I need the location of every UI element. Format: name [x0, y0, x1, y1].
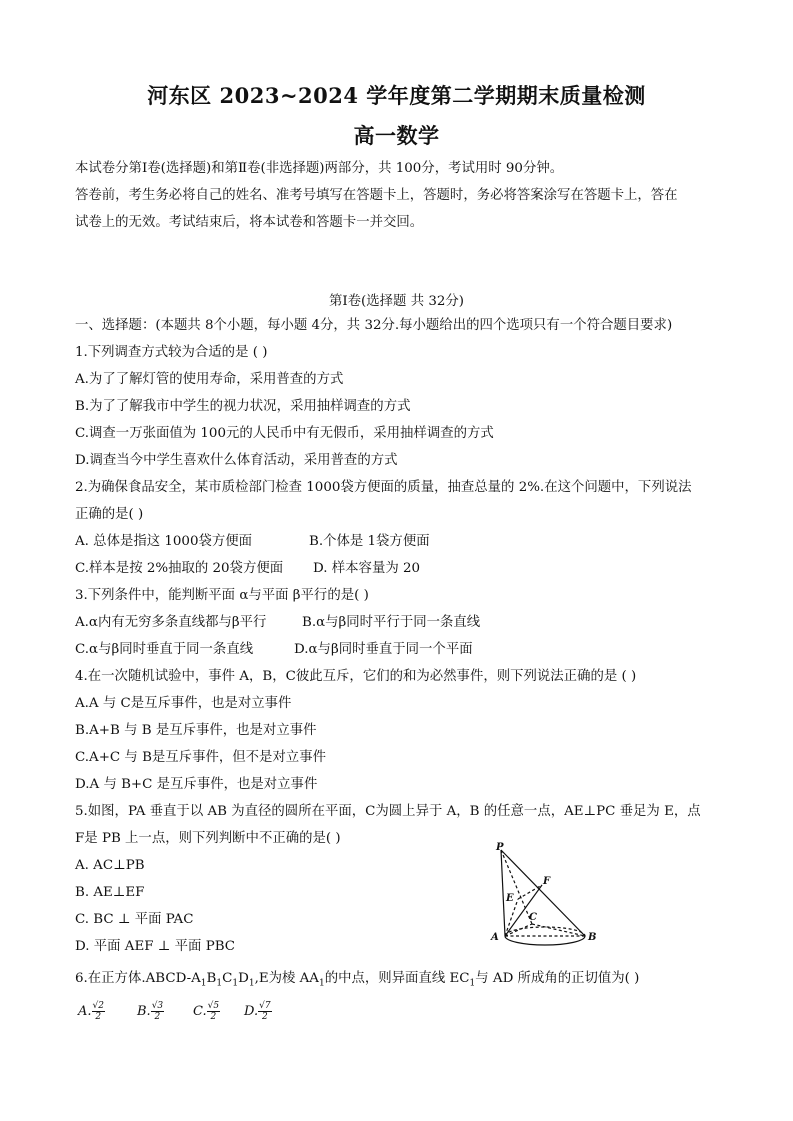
q3-stem: 3.下列条件中，能判断平面 α与平面 β平行的是( ) — [75, 588, 369, 603]
segment-pc — [501, 850, 532, 924]
q3-option-c: C.α与β同时垂直于同一条直线 — [75, 642, 254, 657]
q3-option-a: A.α内有无穷多条直线都与β平行 — [75, 615, 267, 630]
section-heading: 第Ⅰ卷(选择题 共 32分) — [328, 294, 465, 309]
q5-stem-2: F是 PB 上一点，则下列判断中不正确的是( ) — [75, 831, 341, 846]
label-c: C — [529, 912, 537, 923]
label-b: B — [588, 932, 597, 943]
subject-title: 高一数学 — [353, 123, 440, 148]
q6-stem: 6.在正方体$.ABCD-A_1B_1C_1D_1,E$为棱 $AA_1$的中点，则异面直线 $EC_1$与 AD 所成角的正切值为( ) — [75, 971, 640, 989]
q1-option-b: B.为了了解我市中学生的视力状况，采用抽样调查的方式 — [75, 399, 411, 414]
q6-option-c: C. $\frac{√5}{2}$ — [193, 1001, 220, 1022]
q1-option-a: A.为了了解灯管的使用寿命，采用普查的方式 — [75, 372, 344, 387]
q5-geometry-figure — [487, 838, 607, 953]
exam-title: 河东区 2023~2024 学年度第二学期期末质量检测 — [147, 83, 646, 108]
q1-option-c: C.调查一万张面值为 100元的人民币中有无假币，采用抽样调查的方式 — [75, 426, 494, 441]
label-f: F — [543, 876, 551, 887]
q5-stem-1: 5.如图，PA 垂直于以 AB 为直径的圆所在平面，C为圆上异于 A，B 的任意一点，AE⊥PC 垂足为 E，点 — [75, 804, 701, 819]
q5-option-a: A. AC⊥PB — [75, 858, 145, 873]
q1-stem: 1.下列调查方式较为合适的是 ( ) — [75, 345, 268, 360]
q1-option-d: D.调查当今中学生喜欢什么体育活动，采用普查的方式 — [75, 453, 398, 468]
instruction-line-2: 答卷前，考生务必将自己的姓名、准考号填写在答题卡上，答题时，务必将答案涂写在答题卡上，答在 — [75, 188, 678, 203]
q4-option-a: A.A 与 C是互斥事件，也是对立事件 — [75, 696, 292, 711]
q4-option-c: C.A+C 与 B是互斥事件，但不是对立事件 — [75, 750, 326, 765]
q4-stem: 4.在一次随机试验中，事件 A，B，C彼此互斥，它们的和为必然事件，则下列说法正确的是 ( ) — [75, 669, 637, 684]
q5-option-d: D. 平面 AEF ⊥ 平面 PBC — [75, 939, 236, 954]
q4-option-d: D.A 与 B+C 是互斥事件，也是对立事件 — [75, 777, 318, 792]
label-e: E — [506, 893, 514, 904]
q2-option-d: D. 样本容量为 20 — [313, 561, 421, 576]
circle-front-arc — [505, 936, 585, 945]
circle-back-arc — [505, 927, 585, 936]
q3-option-d: D.α与β同时垂直于同一个平面 — [294, 642, 473, 657]
q2-option-b: B.个体是 1袋方便面 — [309, 534, 430, 549]
q6-option-d: D. $\frac{√7}{2}$ — [244, 1001, 271, 1022]
q5-option-b: B. AE⊥EF — [75, 885, 145, 900]
q2-stem-2: 正确的是( ) — [75, 507, 144, 522]
q6-option-a: A. $\frac{√2}{2}$ — [78, 1001, 104, 1022]
instruction-line-3: 试卷上的无效。考试结束后，将本试卷和答题卡一并交回。 — [75, 215, 424, 230]
q2-option-c: C.样本是按 2%抽取的 20袋方便面 — [75, 561, 284, 576]
q6-option-b: B. $\frac{√3}{2}$ — [137, 1001, 164, 1022]
section-intro: 一、选择题：(本题共 8个小题，每小题 4分，共 32分.每小题给出的四个选项只有一个符合题目要求) — [75, 318, 673, 333]
q5-option-c: C. BC ⊥ 平面 PAC — [75, 912, 194, 927]
segment-pa — [501, 850, 505, 936]
q2-stem-1: 2.为确保食品安全，某市质检部门检查 1000袋方便面的质量，抽查总量的 2%.在这个问题中，下列说法 — [75, 480, 692, 495]
segment-ef — [518, 885, 542, 899]
q2-option-a: A. 总体是指这 1000袋方便面 — [75, 534, 253, 549]
q4-option-b: B.A+B 与 B 是互斥事件，也是对立事件 — [75, 723, 317, 738]
label-a: A — [491, 932, 499, 943]
q3-option-b: B.α与β同时平行于同一条直线 — [302, 615, 481, 630]
instruction-line-1: 本试卷分第Ⅰ卷(选择题)和第Ⅱ卷(非选择题)两部分，共 100分，考试用时 90分钟。 — [75, 161, 564, 176]
label-p: P — [496, 842, 504, 853]
